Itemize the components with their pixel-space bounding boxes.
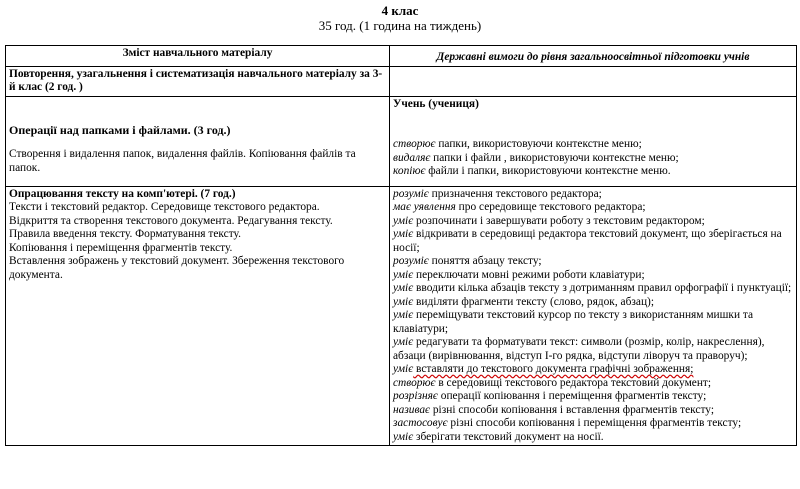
student-label: Учень (учениця): [393, 97, 479, 110]
requirement-item: [393, 431, 793, 445]
topic-line: Копіювання і переміщення фрагментів тексту.: [9, 241, 233, 254]
requirement-verb: уміє: [393, 336, 414, 348]
requirement-verb: розрізняє: [393, 390, 438, 402]
requirement-text: поняття абзацу тексту;: [428, 255, 542, 267]
requirement-item: [393, 215, 793, 229]
row-review-content: Повторення, узагальнення і систематизація навчального матеріалу за 3-й клас (2 год. ): [6, 66, 390, 96]
requirement-verb: видаляє: [393, 151, 431, 164]
requirement-item: [393, 390, 793, 404]
requirement-item: [393, 336, 793, 363]
requirement-text: про середовище текстового редактора;: [455, 201, 646, 213]
requirement-verb: уміє: [393, 228, 414, 240]
table-row: [6, 66, 797, 96]
requirement-text: призначення текстового редактора;: [428, 187, 602, 200]
requirement-text: папки, використовуючи контекстне меню;: [435, 138, 642, 150]
row-folders-requirements: [390, 96, 797, 186]
column-header-requirements: Державні вимоги до рівня загальноосвітньої підготовки учнів: [390, 46, 797, 67]
requirement-item: [393, 404, 793, 418]
table-row: [6, 186, 797, 446]
requirement-verb: розуміє: [393, 255, 429, 267]
table-row: [6, 96, 797, 186]
requirement-item: [393, 188, 793, 202]
requirement-item: [393, 269, 793, 283]
requirement-verb: має уявлення: [393, 201, 456, 213]
requirement-text: зберігати текстовий документ на носії.: [413, 430, 604, 443]
section-title: Опрацювання тексту на комп'ютері. (7 год.): [9, 187, 236, 200]
requirement-item: [393, 309, 793, 336]
topic-line: Тексти і текстовий редактор. Середовище текстового редактора.: [9, 201, 320, 213]
curriculum-table: [5, 45, 797, 446]
requirement-item: [393, 255, 793, 269]
requirement-verb: створює: [393, 138, 436, 150]
requirement-text: різні способи копіювання і переміщення фрагментів тексту;: [447, 417, 742, 429]
requirement-text: переключати мовні режими роботи клавіатури;: [413, 268, 645, 281]
requirement-item: [393, 152, 793, 166]
requirement-verb: уміє: [393, 309, 414, 321]
requirement-verb: копіює: [393, 165, 426, 177]
requirement-item: [393, 377, 793, 391]
requirement-text: різні способи копіювання і вставлення фрагментів тексту;: [430, 403, 714, 416]
requirement-verb: уміє: [393, 363, 414, 375]
requirement-text: операції копіювання і переміщення фрагментів тексту;: [437, 390, 707, 402]
requirement-verb: уміє: [393, 282, 414, 294]
requirement-text: розпочинати і завершувати роботу з текстовим редактором;: [413, 214, 705, 227]
requirement-verb: уміє: [393, 214, 414, 227]
requirement-text: виділяти фрагменти тексту (слово, рядок, абзац);: [413, 295, 654, 308]
requirement-item: [393, 138, 793, 152]
page-header: [0, 0, 800, 33]
topic-line: Відкриття та створення текстового документа. Редагування тексту.: [9, 214, 333, 227]
requirement-item: [393, 201, 793, 215]
section-title: Операції над папками і файлами. (3 год.): [9, 122, 231, 137]
requirement-verb: уміє: [393, 268, 414, 281]
requirement-item: [393, 363, 793, 377]
row-folders-content: [6, 96, 390, 186]
requirement-text: в середовищі текстового редактора текстовий документ;: [435, 376, 712, 389]
requirement-verb: уміє: [393, 430, 414, 443]
table-header-row: [6, 46, 797, 67]
requirement-text: відкривати в середовищі редактора текстовий документ, що зберігається на носії;: [393, 228, 782, 254]
row-review-requirements: [390, 66, 797, 96]
requirement-verb: створює: [393, 376, 436, 389]
topic-line: Вставлення зображень у текстовий документ. Збереження текстового документа.: [9, 255, 345, 281]
requirements-list: [393, 188, 793, 445]
requirement-item: [393, 296, 793, 310]
requirement-text: вставляти до текстового документа графічні зображення;: [413, 363, 694, 375]
requirement-verb: називає: [393, 403, 431, 416]
column-header-content: Зміст навчального матеріалу: [6, 46, 390, 67]
requirement-item: [393, 165, 793, 179]
topic-line: Правила введення тексту. Форматування тексту.: [9, 228, 241, 240]
requirement-item: [393, 282, 793, 296]
requirement-verb: уміє: [393, 295, 414, 308]
requirement-text: папки і файли , використовуючи контекстне меню;: [430, 151, 679, 164]
requirement-text: вводити кілька абзаців тексту з дотриманням правил орфографії і пунктуації;: [413, 282, 792, 294]
requirement-verb: застосовує: [393, 417, 448, 429]
section-text: Створення і видалення папок, видалення файлів. Копіювання файлів та папок.: [9, 148, 356, 174]
row-text-requirements: [390, 186, 797, 446]
row-text-content: [6, 186, 390, 446]
topics-list: [9, 201, 386, 282]
requirements-list: [393, 138, 793, 179]
page-title: 4 клас: [381, 3, 419, 18]
page-subtitle: 35 год. (1 година на тиждень): [318, 18, 482, 33]
requirement-item: [393, 417, 793, 431]
requirement-item: [393, 228, 793, 255]
requirement-text: файли і папки, використовуючи контекстне меню.: [425, 165, 671, 177]
requirement-text: редагувати та форматувати текст: символи (розмір, колір, накреслення), абзаци (вирівнювання, відступ І-го рядка, відступи ліворуч та праворуч);: [393, 336, 765, 362]
requirement-verb: розуміє: [393, 187, 429, 200]
requirement-text: переміщувати текстовий курсор по тексту з використанням мишки та клавіатури;: [393, 309, 754, 335]
